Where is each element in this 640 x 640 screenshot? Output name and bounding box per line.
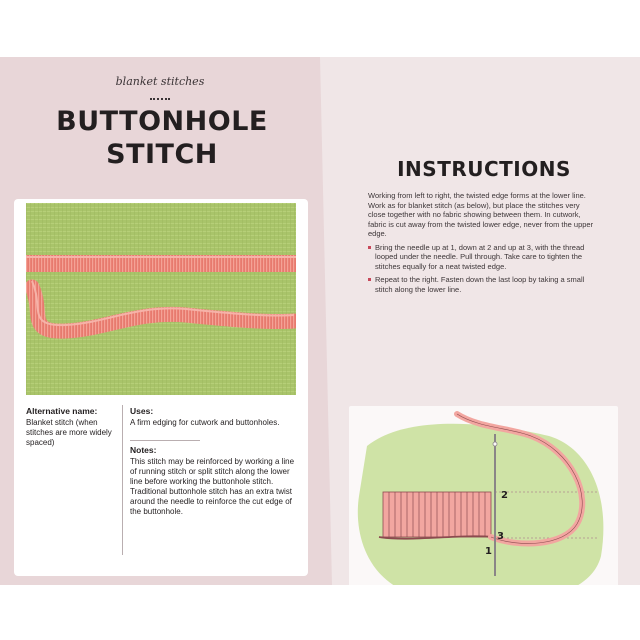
instruction-step-text: Bring the needle up at 1, down at 2 and up at 3, with the thread looped under the needle. Pull through. Take care to tighten the stitches equally for a neat twisted edge. (375, 242, 585, 271)
title-block (0, 57, 320, 199)
instructions-body (368, 191, 598, 298)
notes-separator (130, 440, 200, 441)
point-label-3: 3 (497, 531, 504, 542)
bullet-icon (368, 246, 371, 249)
instruction-step (368, 243, 598, 272)
notes-text: This stitch may be reinforced by working a line of running stitch or split stitch along the lower line before working the buttonhole stitch. Traditional buttonhole stitch has an extra twist around the needle to reinforce the cut edge of the buttonhole. (130, 457, 295, 516)
needle-eye (493, 442, 497, 446)
page-title-line-2: STITCH (106, 139, 218, 170)
fabric-texture (26, 203, 296, 395)
page-title-line-1: BUTTONHOLE (56, 106, 268, 137)
ornament-divider (150, 98, 170, 100)
point-label-2: 2 (501, 490, 508, 501)
alt-name-header: Alternative name: (26, 406, 98, 416)
book-spread (0, 57, 640, 585)
page-title (32, 105, 292, 171)
section-label: blanket stitches (115, 75, 205, 88)
stitch-diagram-illustration (349, 406, 618, 585)
column-divider (122, 405, 123, 555)
notes-header: Notes: (130, 445, 157, 455)
alternative-name-block (26, 406, 124, 448)
stitch-diagram (349, 406, 618, 585)
instruction-step-text: Repeat to the right. Fasten down the last loop by taking a small stitch along the lower line. (375, 275, 585, 294)
stitch-sample-illustration (26, 203, 296, 395)
uses-text: A firm edging for cutwork and buttonholes. (130, 418, 280, 427)
alt-name-text: Blanket stitch (when stitches are more widely spaced) (26, 418, 112, 447)
instruction-step (368, 275, 598, 294)
bullet-icon (368, 278, 371, 281)
uses-notes-block (130, 406, 300, 517)
uses-header: Uses: (130, 406, 154, 416)
instructions-title: INSTRUCTIONS (397, 157, 571, 181)
instructions-intro: Working from left to right, the twisted edge forms at the lower line. Work as for blanket stitch (as below), but place the stitches very close together with no fabric showing between them. In cutwork, fabric is cut away from the twisted lower edge, never from the upper edge. (368, 191, 594, 238)
point-label-1: 1 (485, 546, 492, 557)
stitch-card (14, 199, 308, 576)
stitch-sample-photo (26, 203, 296, 395)
